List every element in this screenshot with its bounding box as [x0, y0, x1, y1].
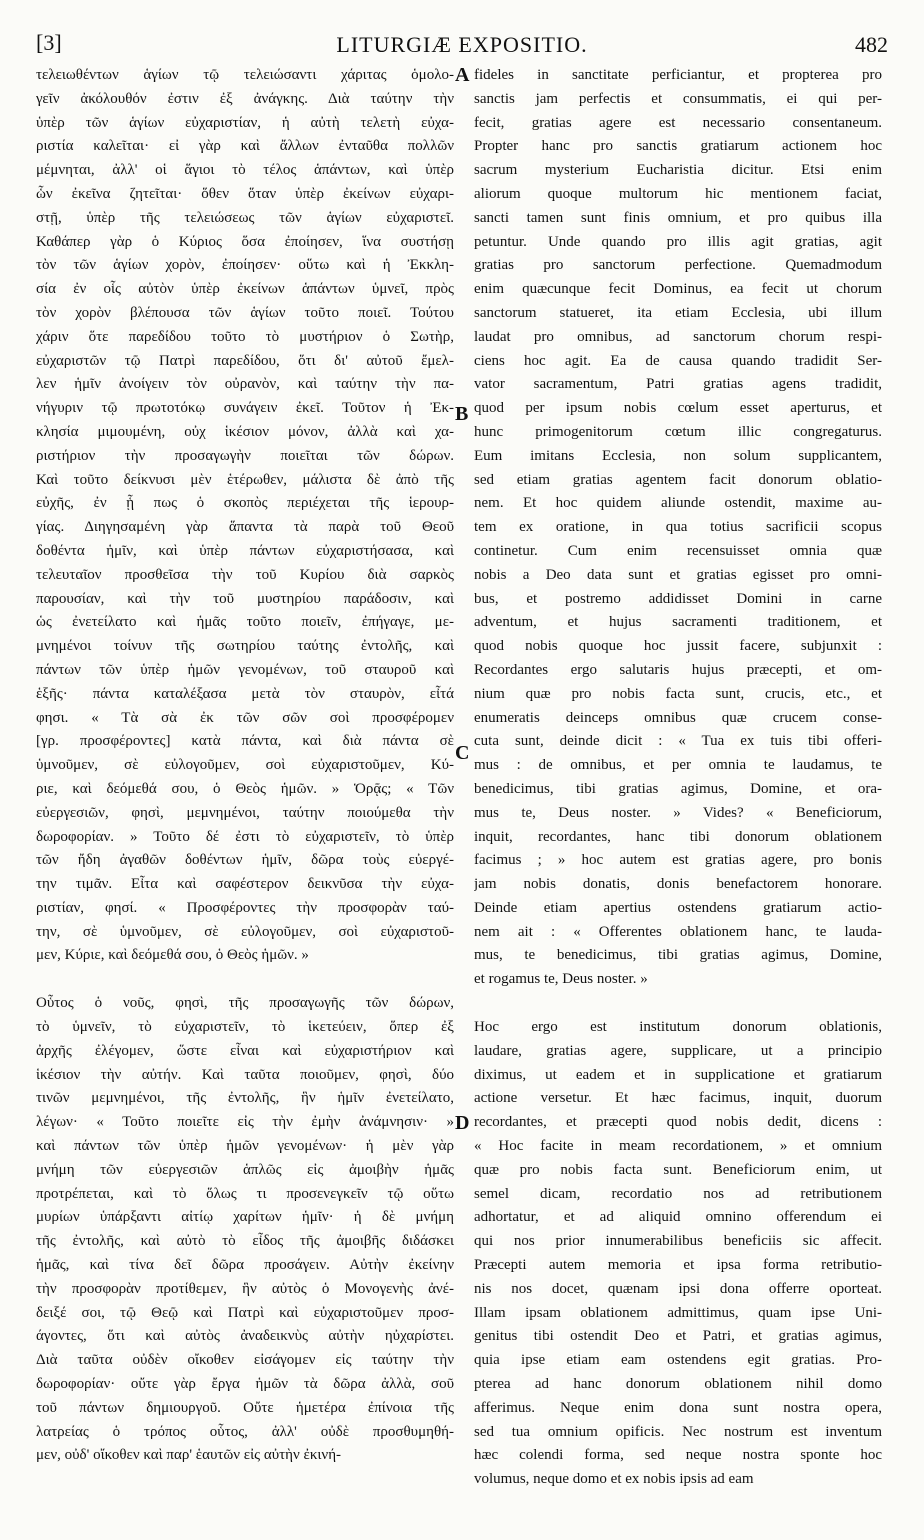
margin-letter-c: C [455, 742, 470, 764]
text-line: Recordantes ergo salutaris hujus præcepti, et om- [474, 661, 882, 678]
text-line: afferimus. Neque enim dona sunt nostra opera, [474, 1399, 882, 1416]
text-line: laudare, gratias agere, supplicare, ut a principio [474, 1042, 882, 1059]
text-line: sancti tamen sunt finis omnium, et pro quibus illa [474, 209, 882, 226]
latin-column [474, 64, 882, 1492]
text-line: λατρείας ὁ τρόπος οὗτος, ἀλλ' οὐδὲ προσθυμηθή- [36, 1423, 454, 1440]
text-line: εὐχαριστῶν τῷ Πατρὶ παρεδίδου, ὅτι δι' αὐτοῦ ἔμελ- [36, 352, 454, 369]
latin-paragraph-2 [474, 1016, 882, 1492]
text-line: adventum, et hujus sacramenti traditionem, et [474, 614, 882, 631]
text-line: ὡς ἐνετείλατο καὶ ἡμᾶς τοῦτο ποιεῖν, ἐπήγαγε, με- [36, 614, 454, 631]
text-line: τοῦ πάντων δημιουργοῦ. Οὔτε ἡμετέρα ἐπίνοια τῆς [36, 1399, 454, 1416]
greek-paragraph-2 [36, 992, 454, 1468]
page-number: 482 [855, 32, 888, 57]
text-line: εὐεργεσιῶν, φησὶ, μεμνημένοι, ταύτην ποιούμεθα τὴν [36, 804, 454, 821]
text-line: fideles in sanctitate perficiantur, et propterea pro [474, 67, 882, 83]
text-line: Eum imitans Ecclesia, non solum supplicantem, [474, 447, 882, 464]
greek-column [36, 64, 454, 1468]
text-line: mus : de omnibus, et per omnia te laudamus, te [474, 757, 882, 774]
text-line: [γρ. προσφέροντες] κατὰ πάντα, καὶ διὰ πάντα σὲ [36, 733, 454, 750]
text-line: quod nobis quoque hoc jussit facere, subjunxit : [474, 638, 882, 655]
text-line: gratias pro sanctorum perfectione. Quemadmodum [474, 257, 882, 274]
text-line: τὴν προσφορὰν προτίθεμεν, ἣν αὐτὸς ὁ Μονογενὴς ἀνέ- [36, 1280, 454, 1297]
text-line: Deinde etiam apertius ostendens gratiarum actio- [474, 899, 882, 916]
text-line: μνημένοι τοίνυν τῆς σωτηρίου ταύτης ἐντολῆς, καὶ [36, 638, 454, 655]
text-line: δωροφορίαν· οὔτε γὰρ ἔργα ἡμῶν τὰ δῶρα ἀλλὰ, σοῦ [36, 1376, 454, 1393]
text-line: νήγυριν τῷ πρωτοτόκῳ συνάγειν ἐκεῖ. Τοῦτον ἡ Ἐκ- [36, 400, 454, 417]
text-line: την, σὲ ὑμνοῦμεν, σὲ εὐλογοῦμεν, σοὶ εὐχαριστοῦ- [36, 923, 454, 940]
text-line: τινῶν μεμνημένοι, τῆς ἐντολῆς, ἣν ἡμῖν ἐνετείλατο, [36, 1090, 454, 1107]
paragraph-gap [36, 968, 454, 992]
text-line: aliorum quoque multorum hic mentionem faciat, [474, 185, 882, 202]
text-line: ciens hoc agit. Ea de causa quando tradidit Ser- [474, 352, 882, 369]
text-line: χάριν ὅτε παρεδίδου τοῦτο τὸ μυστήριον ὁ Σωτὴρ, [36, 328, 454, 345]
text-line: ὑμνοῦμεν, σὲ εὐλογοῦμεν, σοὶ εὐχαριστοῦμεν, Κύ- [36, 757, 454, 774]
text-line: actione versetur. Et hæc facimus, inquit, duorum [474, 1090, 882, 1107]
text-line: λεν ἡμῖν ἀνοίγειν τὸν οὐρανὸν, καὶ ταύτην τὴν πα- [36, 376, 454, 393]
text-line: tem ex oratione, in qua totius sacrificii scopus [474, 519, 882, 536]
text-line: nis nos docet, quænam ipsi dona offerre oporteat. [474, 1280, 882, 1297]
column-number: [3] [36, 30, 62, 55]
text-line: nobis a Deo data sunt et gratias egisset pro omni- [474, 566, 882, 583]
text-line: pterea ad hanc donorum oblationem nihil domo [474, 1376, 882, 1393]
text-line: καὶ πάντων τῶν ὑπὲρ ἡμῶν γενομένων· ἡ μὲν γὰρ [36, 1138, 454, 1155]
text-line: ριε, καὶ δεόμεθά σου, ὁ Θεὸς ἡμῶν. » Ὁρᾷς; « Τῶν [36, 780, 454, 797]
text-line: λέγων· « Τοῦτο ποιεῖτε εἰς τὴν ἐμὴν ἀνάμνησιν· » [36, 1114, 454, 1131]
text-line: Illam ipsam oblationem admittimus, quam ipse Uni- [474, 1304, 882, 1321]
text-line: πάντων τῶν ὑπὲρ ἡμῶν γενομένων, τοῦ σταυροῦ καὶ [36, 661, 454, 678]
text-line: continetur. Cum enim recensuisset omnia quæ [474, 542, 882, 559]
text-line: δωροφορίαν. » Τοῦτο δέ ἐστι τὸ εὐχαριστεῖν, τὸ ὑπὲρ [36, 828, 454, 845]
text-line: hæc colendi forma, sed neque nostra sponte hoc [474, 1447, 882, 1464]
text-line: laudat pro omnibus, ad sanctorum chorum respi- [474, 328, 882, 345]
margin-letter-d: D [455, 1112, 470, 1134]
text-line: jam nobis donatis, donis benefactorem honorare. [474, 876, 882, 893]
text-line: mus, te benedicimus, tibi gratias agimus, Domine, [474, 947, 882, 964]
text-line: qui nos prior innumerabilibus beneficiis sic affecit. [474, 1233, 882, 1250]
text-line: sed tua omnium opificis. Nec nostrum est inventum [474, 1423, 882, 1440]
text-line: facimus ; » hoc autem est gratias agere, pro bonis [474, 852, 882, 869]
text-line: άγοντες, ὅτι καὶ αὐτὸς ἀναδεικνὺς αὐτὴν ηὐχαρίστει. [36, 1328, 454, 1345]
text-line: Hoc ergo est institutum donorum oblationis, [474, 1019, 882, 1036]
text-line: ριστία καλεῖται· εἰ γὰρ καὶ ἄλλων ἐνταῦθα πολλῶν [36, 138, 454, 155]
text-line: τῆς ἐντολῆς, καὶ αὐτὸ τὸ εἶδος τῆς ἀμοιβῆς διδάσκει [36, 1233, 454, 1250]
text-line: nium quæ pro nobis facta sunt, crucis, etc., et [474, 685, 882, 702]
text-line: fecit, gratias agere est necessario consentaneum. [474, 114, 882, 131]
text-line: inquit, recordantes, hanc tibi donorum oblationem [474, 828, 882, 845]
text-line: τὸ ὑμνεῖν, τὸ εὐχαριστεῖν, τὸ ἱκετεύειν, ὅπερ ἐξ [36, 1019, 454, 1036]
text-line: στῇ, ὑπὲρ τῆς τελειώσεως τῶν ἁγίων εὐχαριστεῖ. [36, 209, 454, 226]
running-title: LITURGIÆ EXPOSITIO. [336, 32, 588, 57]
paragraph-gap [474, 992, 882, 1016]
text-line: adhortatur, et ad aliquid omnino offerendum ei [474, 1209, 882, 1226]
text-line: μεν, Κύριε, καὶ δεόμεθά σου, ὁ Θεὸς ἡμῶν. » [36, 947, 309, 964]
text-line: sanctorum statueret, ita etiam Ecclesia, ubi illum [474, 304, 882, 321]
text-line: ἡμᾶς, καὶ τίνα δεῖ δῶρα προσάγειν. Αὐτὴν ἐκείνην [36, 1257, 454, 1274]
text-line: « Hoc facite in meam recordationem, » et omnium [474, 1138, 882, 1155]
text-line: nem ait : « Offerentes oblationem hanc, te lauda- [474, 923, 882, 940]
margin-letter-a: A [455, 64, 470, 86]
text-line: κλησία μιμουμένη, οὐχ ἱκέσιον μόνον, ἀλλὰ καὶ χα- [36, 423, 454, 440]
text-line: quæ pro nobis facta sunt. Beneficiorum enim, ut [474, 1161, 882, 1178]
latin-paragraph-1 [474, 64, 882, 992]
text-line: τελειωθέντων ἁγίων τῷ τελειώσαντι χάριτας ὁμολο- [36, 67, 454, 83]
text-line: τὸν τῶν ἁγίων χορὸν, ἐποίησεν· οὕτω καὶ ἡ Ἐκκλη- [36, 257, 454, 274]
text-line: enim quæcunque fecit Dominus, ea fecit ut chorum [474, 281, 882, 298]
text-line: volumus, neque domo et ex nobis ipsis ad eam [474, 1471, 754, 1488]
text-line: τῶν ἤδη ἀγαθῶν δοθέντων ἡμῖν, δῶρα τοὺς εὐεργέ- [36, 852, 454, 869]
text-line: semel dicam, recordatio nos ad retributionem [474, 1185, 882, 1202]
text-line: nem. Et hoc quidem aliunde ostendit, maxime au- [474, 495, 882, 512]
text-line: cuta sunt, deinde dicit : « Tua ex tuis tibi offeri- [474, 733, 882, 750]
page-header [36, 30, 888, 64]
text-line: petuntur. Unde quando pro illis agit gratias, agit [474, 233, 882, 250]
text-line: Διὰ ταῦτα οὐδὲν οἴκοθεν εἰσάγομεν εἰς ταύτην τὴν [36, 1352, 454, 1369]
text-line: Præcepti autem memoria et ipsa forma retributio- [474, 1257, 882, 1274]
text-line: φησι. « Τὰ σὰ ἐκ τῶν σῶν σοὶ προσφέρομεν [36, 709, 454, 726]
text-line: γεῖν ἀκόλουθόν ἐστιν ἐξ ἀνάγκης. Διὰ ταύτην τὴν [36, 90, 454, 107]
text-line: Οὗτος ὁ νοῦς, φησὶ, τῆς προσαγωγῆς τῶν δώρων, [36, 995, 454, 1012]
text-line: ριστίαν, φησί. « Προσφέροντες τὴν προσφορὰν ταύ- [36, 899, 454, 916]
text-line: την τιμᾶν. Εἶτα καὶ σαφέστερον δεικνῦσα τὴν εὐχα- [36, 876, 454, 893]
margin-letter-b: B [455, 403, 469, 425]
text-line: mus te, Deus noster. » Vides? « Beneficiorum, [474, 804, 882, 821]
text-line: Καθάπερ γὰρ ὁ Κύριος ὅσα ἐποίησεν, ἵνα συστήσῃ [36, 233, 454, 250]
text-line: sacrum mysterium Eucharistia dicitur. Etsi enim [474, 162, 882, 179]
text-line: enumeratis deinceps omnibus quæ crucem conse- [474, 709, 882, 726]
text-line: ἑξῆς· πάντα καταλέξασα μετὰ τὸν σταυρὸν, εἶτά [36, 685, 454, 702]
text-line: quia ipse etiam eam ostendens egit gratias. Pro- [474, 1352, 882, 1369]
text-line: μεν, οὐδ' οἴκοθεν καὶ παρ' ἑαυτῶν εἰς αὐτὴν ἐκινή- [36, 1447, 342, 1464]
text-line: σία ἐν οἷς αὐτὸν ὑπὲρ ἐκείνων ἁπάντων ὑμνεῖ, πρὸς [36, 281, 454, 298]
greek-paragraph-1 [36, 64, 454, 968]
text-line: quod per ipsum nobis cœlum esset aperturus, et [474, 400, 882, 417]
text-line: ἀρχῆς ἐλέγομεν, ὥστε εἶναι καὶ εὐχαριστήριον καὶ [36, 1042, 454, 1059]
text-line: bus, et postremo addidisset Domini in carne [474, 590, 882, 607]
text-line: sed etiam gratias agentem facit donorum oblatio- [474, 471, 882, 488]
text-line: μνήμη τῶν εὐεργεσιῶν ἁπλῶς εἰς ἀμοιβὴν ἡμᾶς [36, 1161, 454, 1178]
text-line: ὧν ἐκεῖνα ζητεῖται· ὅθεν ὅταν ὑπὲρ ἐκείνων εὐχαρι- [36, 185, 454, 202]
text-line: προτρέπεται, καὶ τὸ ὅλως τι προσενεγκεῖν τῷ οὕτω [36, 1185, 454, 1202]
text-line: δοθέντα ἡμῖν, καὶ ὑπὲρ πάντων εὐχαριστήσασα, καὶ [36, 542, 454, 559]
text-line: τὸν χορὸν βλέπουσα τῶν ἁγίων τοῦτο ποιεῖ. Τούτου [36, 304, 454, 321]
text-line: vator sacramentum, Patri gratias agens tradidit, [474, 376, 882, 393]
text-line: recordantes, et præcepti quod nobis dedit, dicens : [474, 1114, 882, 1131]
text-line: μέμνηται, ἀλλ' οἱ ἅγιοι τὸ τέλος ἁπάντων, καὶ ὑπὲρ [36, 162, 454, 179]
text-line: hunc primogenitorum cœtum illic congregaturus. [474, 423, 882, 440]
text-line: εὐχῆς, ἐν ᾗ πως ὁ σκοπὸς περιέχεται τῆς ἱερουρ- [36, 495, 454, 512]
text-line: μυρίων ὑπάρξαντι αἰτίῳ χαρίτων ἡμῖν· ἡ δὲ μνήμη [36, 1209, 454, 1226]
text-line: παρουσίαν, καὶ τὴν τοῦ μυστηρίου παράδοσιν, καὶ [36, 590, 454, 607]
text-line: ἱκέσιον τὴν αὐτήν. Καὶ ταῦτα ποιοῦμεν, φησὶ, δύο [36, 1066, 454, 1083]
text-line: diximus, ut eadem et in supplicatione et gratiarum [474, 1066, 882, 1083]
text-line: δειξέ σοι, τῷ Θεῷ καὶ Πατρὶ καὶ εὐχαριστοῦμεν προσ- [36, 1304, 454, 1321]
text-line: sanctis jam perfectis et consummatis, ei qui per- [474, 90, 882, 107]
text-line: ὑπὲρ τῶν ἁγίων εὐχαριστίαν, ἡ αὐτὴ τελετὴ εὐχα- [36, 114, 454, 131]
text-line: benedicimus, tibi gratias agimus, Domine, et ora- [474, 780, 882, 797]
text-line: et rogamus te, Deus noster. » [474, 971, 648, 988]
text-line: Propter hanc pro sanctis gratiarum actionem hoc [474, 138, 882, 155]
text-line: ριστήριον τὴν προσαγωγὴν ποιεῖται τῶν δώρων. [36, 447, 454, 464]
text-line: genitus tibi ostendit Deo et Patri, et gratias agimus, [474, 1328, 882, 1345]
text-line: τελευταῖον προσθεῖσα τὴν τοῦ Κυρίου διὰ σαρκὸς [36, 566, 454, 583]
text-line: γίας. Διηγησαμένη γὰρ ἅπαντα τὰ παρὰ τοῦ Θεοῦ [36, 519, 454, 536]
text-line: Καὶ τοῦτο δείκνυσι μὲν ἑτέρωθεν, μάλιστα δὲ ἀπὸ τῆς [36, 471, 454, 488]
